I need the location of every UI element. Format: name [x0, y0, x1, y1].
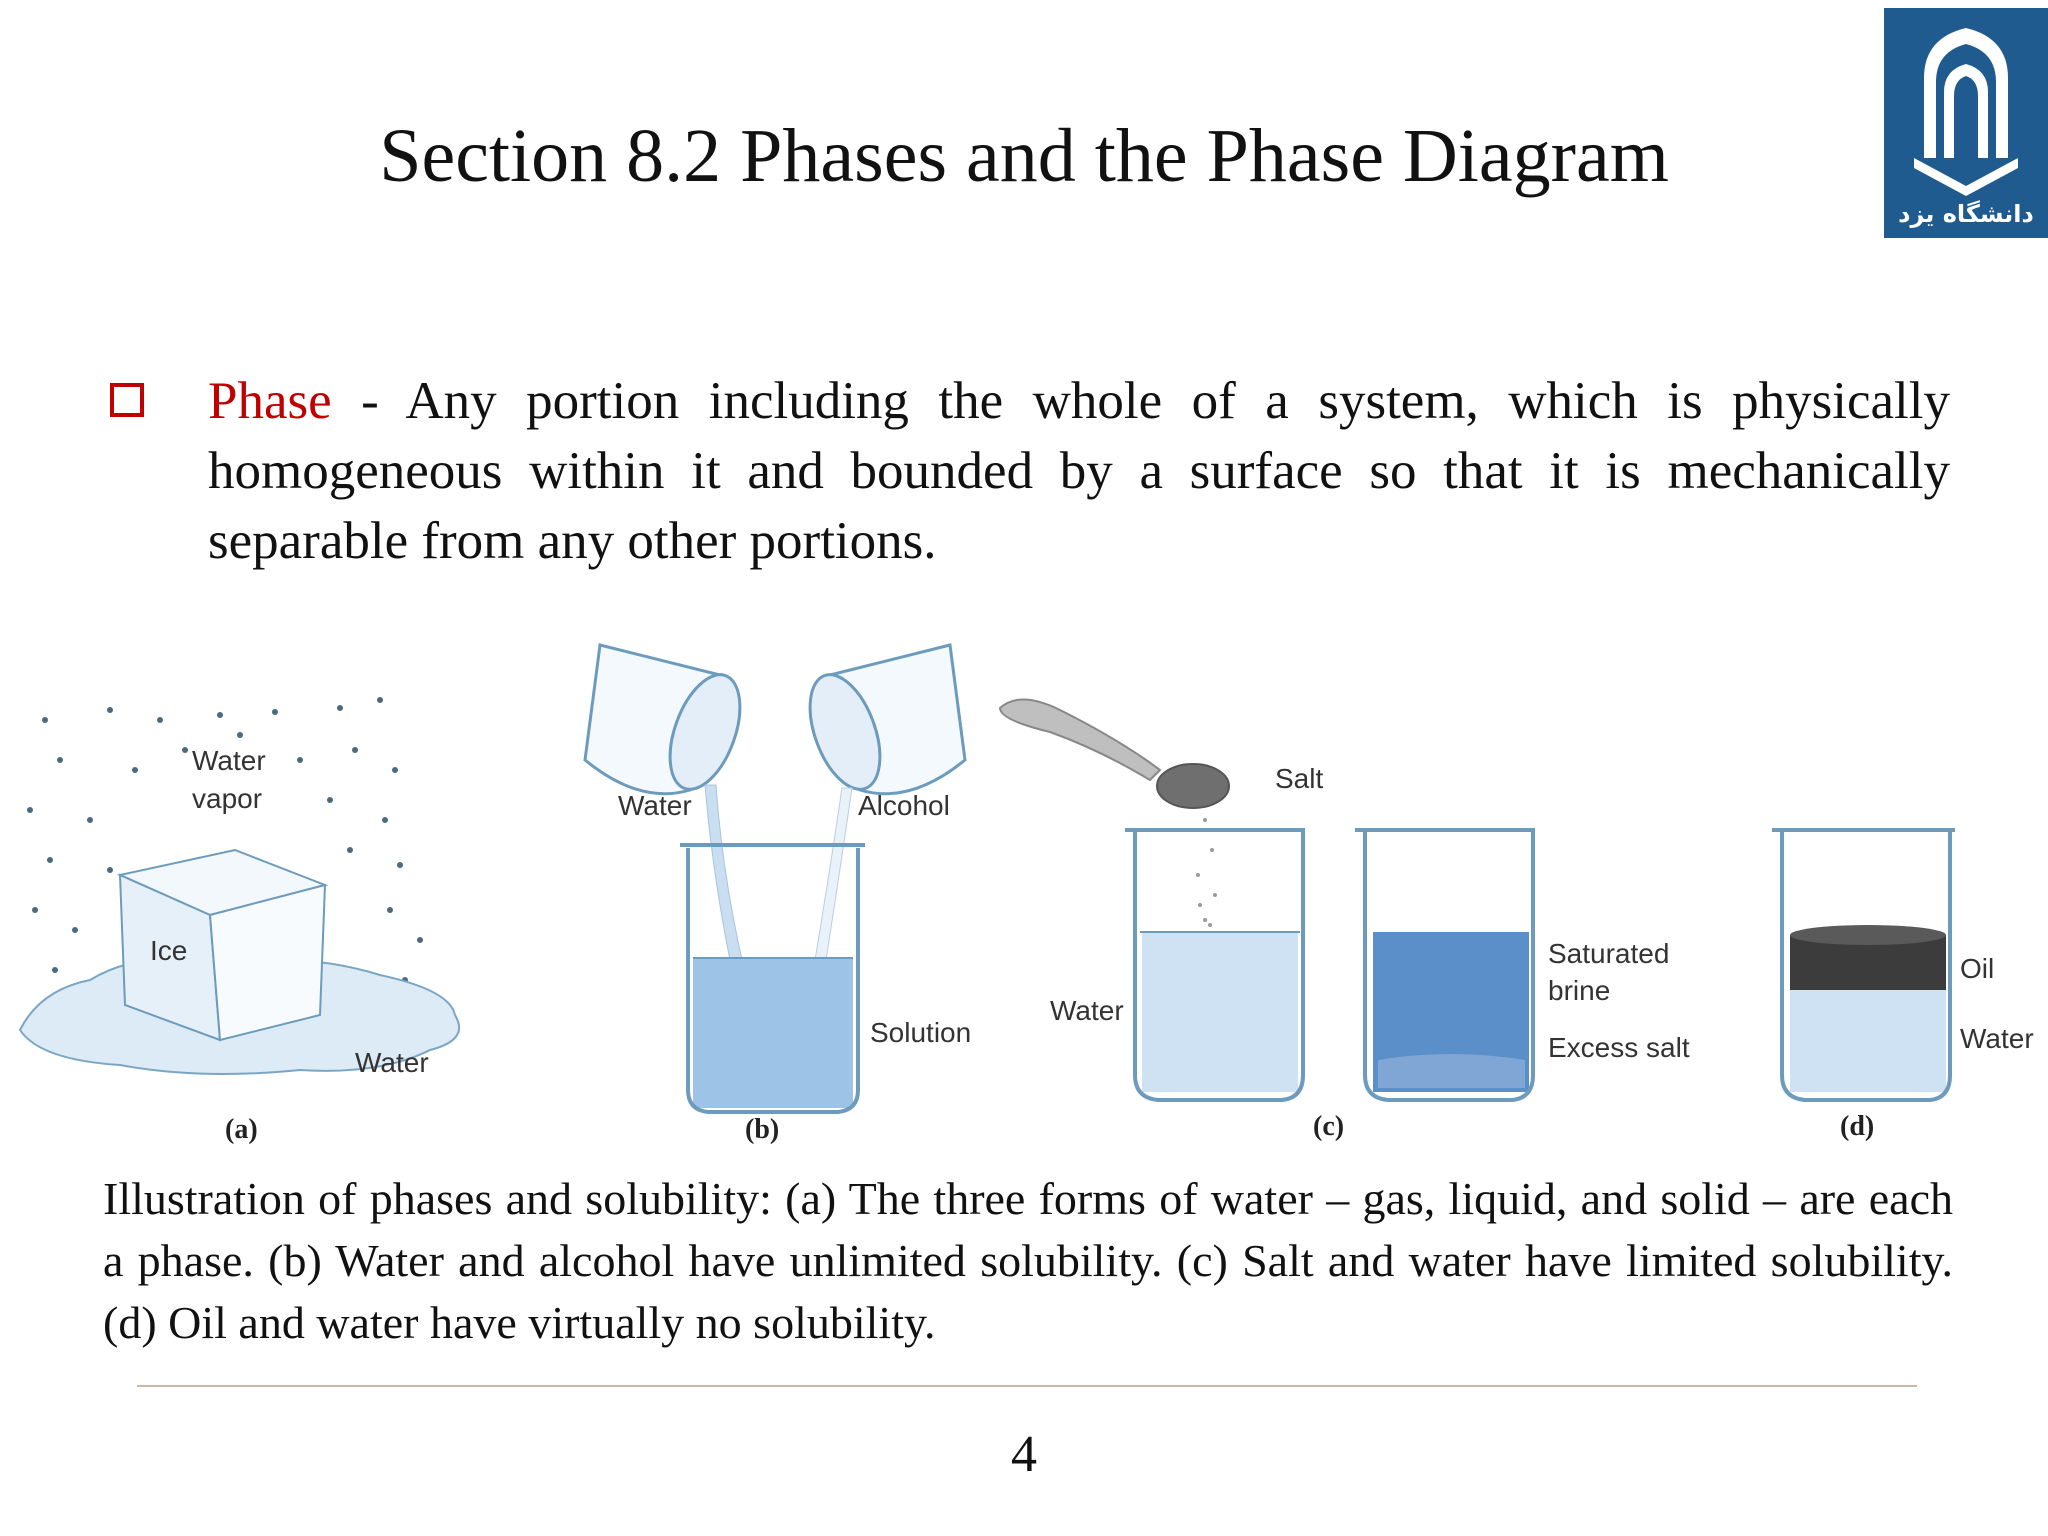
subfigure-c: (c): [1313, 1111, 1345, 1142]
panel-b: [585, 645, 971, 1145]
label-water-vapor-2: vapor: [192, 783, 263, 814]
beaker-brine-icon: [1355, 830, 1535, 1100]
panel-d: [1772, 830, 2034, 1142]
label-saturated-2: brine: [1548, 975, 1611, 1006]
page-number: 4: [1011, 1426, 1037, 1483]
label-water-b: Water: [618, 790, 692, 821]
spoon-icon: [1000, 699, 1229, 808]
label-saturated-1: Saturated: [1548, 938, 1670, 969]
phase-definition: [208, 366, 1950, 576]
beaker-oil-water-icon: [1772, 830, 1955, 1100]
pouring-beaker-water-icon: [585, 645, 754, 799]
label-oil: Oil: [1960, 953, 1995, 984]
panel-c: [1000, 699, 1690, 1142]
figure-caption: Illustration of phases and solubility: (a) The three forms of water – gas, liquid, and solid – are each a phase. (b) Water and alcohol have unlimited solubility. (c) Salt and water have limited solubility. (d) Oil and water have virtually no solubility.: [103, 1173, 1953, 1348]
label-water-d: Water: [1960, 1023, 2034, 1054]
beaker-water-icon: [1125, 830, 1305, 1100]
logo-text: دانشگاه یزد: [1898, 200, 2034, 228]
label-ice: Ice: [150, 935, 188, 966]
phase-definition-text: - Any portion including the whole of a system, which is physically homogeneous within it and bounded by a surface so that it is mechanically separable from any other portions.: [208, 372, 1950, 570]
label-water-vapor-1: Water: [192, 745, 266, 776]
slide-title: Section 8.2 Phases and the Phase Diagram: [379, 114, 1669, 198]
label-excess-salt: Excess salt: [1548, 1032, 1690, 1063]
panel-a: [20, 697, 459, 1145]
phase-term: Phase: [208, 372, 332, 430]
footer-divider: [137, 1385, 1917, 1387]
university-logo: [1884, 8, 2048, 238]
label-water-a: Water: [355, 1047, 429, 1078]
label-alcohol: Alcohol: [858, 790, 950, 821]
label-water-c: Water: [1050, 995, 1124, 1026]
phases-illustration: [0, 620, 2048, 1160]
label-salt: Salt: [1275, 763, 1324, 794]
subfigure-d: (d): [1840, 1111, 1875, 1142]
subfigure-b: (b): [745, 1114, 780, 1145]
label-solution: Solution: [870, 1017, 972, 1048]
subfigure-a: (a): [225, 1114, 258, 1145]
bullet-square-icon: [110, 383, 144, 417]
pouring-beaker-alcohol-icon: [796, 645, 965, 799]
salt-grains-icon: [1193, 818, 1217, 942]
